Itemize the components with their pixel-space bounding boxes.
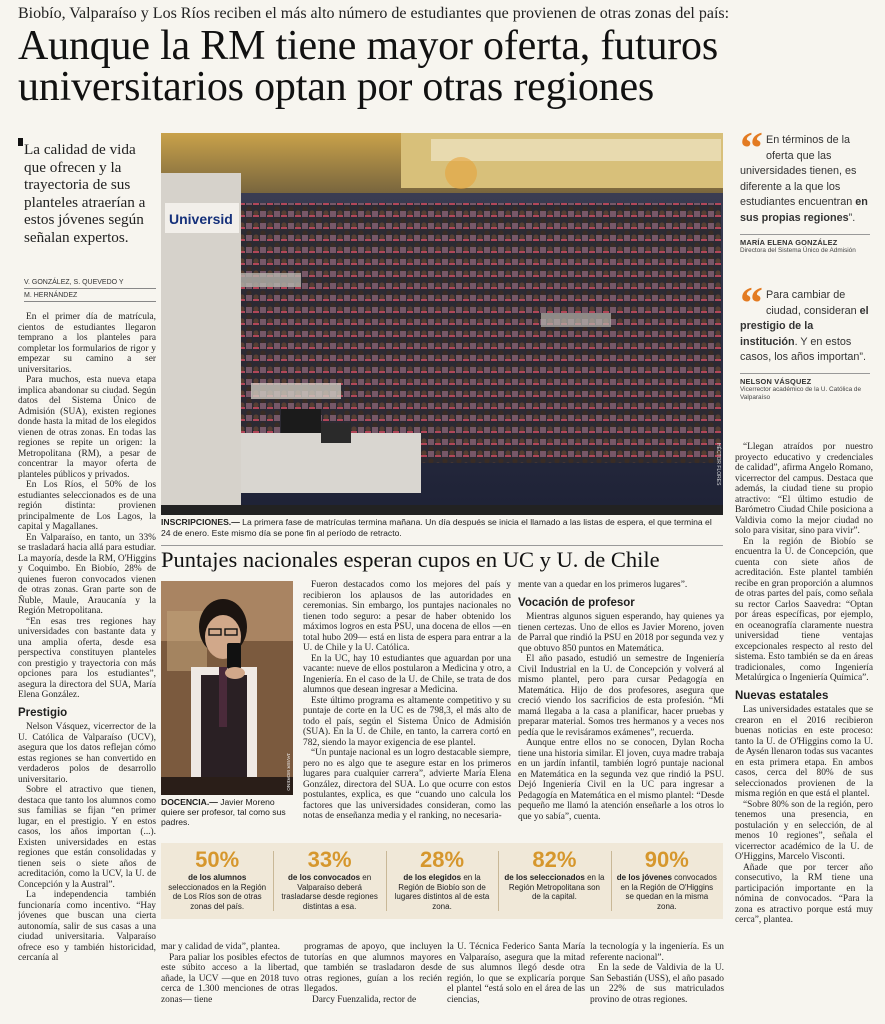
stat-percent: 50% <box>195 847 240 872</box>
stats-band <box>161 843 723 919</box>
paragraph: “Un puntaje nacional es un logro destacable siempre, pero no es algo que te asegure estar en los primeros lugares para cualquier carrera”, advierte María Elena González, directora del SUA. Lo que ocurre con estos postulantes, explica, es que “cuando uno calcula los factores que las universidades consideran, como las notas de enseñanza media y el ranking, no necesaria- <box>303 748 511 821</box>
stat-description <box>611 873 723 911</box>
stat-item <box>161 843 273 919</box>
quote-attribution-name: NELSON VÁSQUEZ <box>740 373 870 386</box>
paragraph: mar y calidad de vida”, plantea. <box>161 942 280 952</box>
paragraph: la U. Técnica Federico Santa María en Valparaíso, asegura que la mitad de sus alumnos llegó desde otra región, lo que se explicaría porque el plantel “está solo en el área de las ciencias, <box>447 942 585 1005</box>
byline <box>24 277 156 303</box>
left-column <box>18 312 156 1020</box>
paragraph: En Valparaíso, en tanto, un 33% se trasladará hacia allá para estudiar. La mayoría, desde la RM, O'Higgins y Coquimbo. En Biobío, 28% de quienes fueron convocados vienen de otras zonas. Gran parte son de Ñuble, Maule, Araucanía y la Región Metropolitana. <box>18 532 156 616</box>
caption-text: Javier Moreno quiere ser profesor, tal como sus padres. <box>161 797 286 827</box>
paragraph: Darcy Fuenzalida, rector de <box>312 994 417 1005</box>
kicker: Biobío, Valparaíso y Los Ríos reciben el más alto número de estudiantes que provienen de otras zonas del país: <box>18 5 730 22</box>
quote-part: En términos de la oferta que las universidades tienen, es diferente a la que los estudiantes encuentran <box>740 134 857 209</box>
byline-line-2: M. HERNÁNDEZ <box>24 290 156 302</box>
stat-emphasis: de los jóvenes <box>616 873 672 882</box>
paragraph: Nelson Vásquez, vicerrector de la U. Católica de Valparaíso (UCV), asegura que los datos reflejan cómo estas regiones se han convertido en verdaderos polos de desarrollo universitario. <box>18 722 156 785</box>
student-portrait <box>161 581 293 795</box>
quote-attribution-role: Directora del Sistema Único de Admisión <box>740 246 856 254</box>
stat-text: en la Región Metropolitana son de la capital. <box>508 873 605 902</box>
photo-credit: HÉCTOR FLORES <box>715 442 721 485</box>
bottom-column-3 <box>447 942 585 1022</box>
paragraph: En la sede de Valdivia de la U. San Sebastián (USS), el año pasado un 22% de sus matriculados provino de otras regiones. <box>590 963 724 1005</box>
paragraph: En el primer día de matrícula, cientos de estudiantes llegaron temprano a los planteles para completar los formularios de rigor y empezar su camino a ser universitarios. <box>18 312 156 375</box>
paragraph: programas de apoyo, que incluyen tutorías en que alumnos mayores que también se trasladaron desde otras regiones, guían a los recién llegados. <box>304 942 442 994</box>
stat-item <box>386 843 498 919</box>
stat-item <box>498 843 610 919</box>
enrollment-photo-image <box>161 133 723 515</box>
paragraph: “Llegan atraídos por nuestro proyecto educativo y credenciales de calidad”, afirma Angelo Romano, vicerrector del campus. Destaca que además, la ciudad tiene su propio atractivo: “El último estudio de Barómetro Ciudad Chile posiciona a Valdivia como la mejor ciudad no solo para visitar, sino para vivir”. <box>735 442 873 536</box>
vocacion-column <box>518 580 724 840</box>
stat-percent: 82% <box>532 847 577 872</box>
caption-text: La primera fase de matrículas termina mañana. Un día después se inicia el llamado a las listas de espera, el que termina el 24 de enero. Este mismo día se pone fin al período de retracto. <box>161 517 712 538</box>
venue-sign-text: Universid <box>169 211 233 227</box>
paragraph: Las universidades estatales que se crearon en el 2016 recibieron buenas noticias en este proceso: tanto la U. de O'Higgins como la U. de Aysén llenaron todas sus vacantes en esta primera etapa. En ambos casos, cerca del 80% de sus seleccionados provienen de la misma región en que está el plantel. <box>735 705 873 799</box>
caption-label: INSCRIPCIONES.— <box>161 517 240 527</box>
quote-mark-icon: “ <box>740 122 763 173</box>
paragraph: Para muchos, esta nueva etapa implica abandonar su ciudad. Según datos del Sistema Único de Admisión (SUA), existen regiones donde hasta la mitad de los elegidos vienen de otras zonas. En todas las regiones se repite un origen: la Metropolitana (RM), a pesar de concentrar la mayor oferta de planteles públicos y privados. <box>18 375 156 480</box>
pull-quote-2 <box>740 277 870 402</box>
headline-line-1: Aunque la RM tiene mayor oferta, futuros <box>18 23 718 69</box>
stat-description <box>498 873 610 902</box>
paragraph: El año pasado, estudió un semestre de Ingeniería Civil Industrial en la U. de Concepción y volverá al mismo plantel, pero para cursar Pedagogía en Matemática. Hijo de dos profesores, asegura que creció viendo los sacrificios de esta profesión. “Mi mamá llegaba a la casa a planificar, hacer pruebas y preparar material. Somos tres hermanos y a veces nos pedía que le revisáramos exámenes”, recuerda. <box>518 654 724 738</box>
stat-percent: 90% <box>644 847 689 872</box>
paragraph: mente van a quedar en los primeros lugares”. <box>518 580 688 590</box>
student-portrait-image <box>161 581 293 795</box>
quote-part: . Y en estos casos, los años importan”. <box>740 335 867 364</box>
paragraph: En la región de Biobío se encuentra la U. de Concepción, que cuenta con siete años de acreditación. Este plantel también recibe en gran proporción a alumnos de otras partes del país, como señala su rector Carlos Saavedra: “Optan por áreas específicas, por ejemplo, en oceanografía claramente nuestra universidad tiene ventajas excepcionales respecto al resto del sistema. Esto también se da en áreas tradicionales, como Ingeniería Metalúrgica o Ingeniería Química”. <box>735 536 873 683</box>
paragraph: Aunque entre ellos no se conocen, Dylan Rocha tiene una historia similar. El joven, cuya madre trabaja en un jardín infantil, también logró puntaje nacional en Matemática en la segunda vez que rindió la PSU. Dejó Ingeniería Civil en la UC para ingresar a Pedagogía en Matemática en el mismo plantel: “Desde pequeño me llamó la atención enseñarle a los otros lo que yo sabía”, cuenta. <box>518 738 724 822</box>
paragraph: Este último programa es altamente competitivo y su puntaje de corte en la UC es de 798,3, el más alto de todo el país, según el Sistema Único de Admisión (SUA). En la U. de Chile, en tanto, la carrera cortó en 782, siendo la mayor exigencia de ese plantel. <box>303 695 511 748</box>
caption-label: DOCENCIA.— <box>161 797 218 807</box>
paragraph: Añade que por tercer año consecutivo, la RM tiene una participación importante en la nómina de convocados. “Para la zona es atractivo porque está muy cerca”, plantea. <box>735 862 873 925</box>
stat-emphasis: de los alumnos <box>188 873 247 882</box>
paragraph: la tecnología y la ingeniería. Es un referente nacional”. <box>590 942 724 963</box>
stat-emphasis: de los convocados <box>288 873 361 882</box>
paragraph: En la UC, hay 10 estudiantes que aguardan por una vacante: nueve de ellos postularon a Medicina y otro, a Ingeniería. En el caso de la U. de Chile, se trata de dos alumnos que desean ingresar a Medicina. <box>303 653 511 695</box>
photo-caption <box>161 517 723 538</box>
stat-percent: 33% <box>307 847 352 872</box>
stat-description <box>386 873 498 911</box>
paragraph: “En esas tres regiones hay universidades con bastante data y una amplia oferta, desde esa perspectiva constituyen planteles con prestigio y trayectoria con más opciones para los estudiantes”, asegura la directora del SUA, María Elena González. <box>18 616 156 700</box>
quote-part: Para cambiar de ciudad, consideran <box>766 289 860 317</box>
stat-text: convocados en la Región de O'Higgins se quedan en la misma zona. <box>620 873 717 911</box>
stat-item <box>273 843 385 919</box>
paragraph: Mientras algunos siguen esperando, hay quienes ya tienen certezas. Uno de ellos es Javier Moreno, joven de Parral que rindió la PSU en 2018 por segunda vez y que obtuvo 850 puntos en Matemática. <box>518 612 724 654</box>
stat-text: seleccionados en la Región de Los Ríos son de otras zonas del país. <box>168 882 267 911</box>
lead-marker <box>18 138 23 146</box>
enrollment-photo <box>161 133 723 515</box>
paragraph: Fueron destacados como los mejores del país y recibieron los aplausos de las autoridades en ceremonias. Sin embargo, los puntajes nacionales no tienen todo seguro: a pesar de haber obtenido los máximos logros en esta PSU, una docena de ellos —en total hubo 209— está en lista de espera para entrar a la U. de Chile y la U. Católica. <box>303 580 511 653</box>
byline-line-1: V. GONZÁLEZ, S. QUEVEDO Y <box>24 277 156 289</box>
subheading-nuevas-estatales: Nuevas estatales <box>735 689 829 702</box>
section-title: Puntajes nacionales esperan cupos en UC y U. de Chile <box>161 545 723 573</box>
subheading-vocacion: Vocación de profesor <box>518 596 635 609</box>
stat-item <box>611 843 723 919</box>
stat-percent: 28% <box>419 847 465 872</box>
stat-emphasis: de los elegidos <box>403 873 462 882</box>
headline-line-2: universitarios optan por otras regiones <box>18 64 655 110</box>
subheading-prestigio: Prestigio <box>18 706 68 719</box>
stat-text: en Valparaíso deberá trasladarse desde regiones distintas a esa. <box>281 873 378 911</box>
stat-emphasis: de los seleccionados <box>504 873 585 882</box>
stat-description <box>273 873 385 911</box>
quote-emphasis: en sus propias regiones <box>740 196 868 224</box>
bottom-column-1 <box>161 942 299 1022</box>
stat-text: en la Región de Biobío son de lugares distintos al de esta zona. <box>394 873 490 911</box>
quote-emphasis: el prestigio de la institución <box>740 304 869 348</box>
paragraph: La independencia también funcionaría como incentivo. “Hay jóvenes que buscan una cierta autonomía, salir de sus casas a una ciudad universitaria. Valparaíso ofrece eso y también historicidad, cercanía al <box>18 890 156 963</box>
quote-attribution-role: Vicerrector académico de la U. Católica de Valparaíso <box>740 385 862 401</box>
headline <box>18 23 878 110</box>
paragraph: En Los Ríos, el 50% de los estudiantes seleccionados es de una región distinta: provienen principalmente de Los Lagos, la capital y Magallanes. <box>18 480 156 532</box>
stat-description <box>161 873 273 911</box>
quote-attribution-name: MARÍA ELENA GONZÁLEZ <box>740 234 870 247</box>
paragraph: Para paliar los posibles efectos de este súbito acceso a la libertad, añade, la UCV —que en 2018 tuvo cerca de 1.300 menciones de otras zonas— tiene <box>161 952 299 1005</box>
right-column <box>735 442 873 1020</box>
portrait-caption <box>161 797 293 827</box>
paragraph: Sobre el atractivo que tienen, destaca que tanto los alumnos como sus familias se fijan “en primer lugar, en el prestigio. Y en estos casos, los años importan (...). Existen universidades en estas regiones que están consolidadas y tienen seis o siete años de acreditación, como la UCV, la U. de Concepción y la Austral”. <box>18 785 156 890</box>
quote-part: ”. <box>848 211 856 224</box>
bottom-column-2 <box>304 942 442 1022</box>
lead-summary: La calidad de vida que ofrecen y la trayectoria de sus planteles atraerían a estos jóvenes según señalan expertos. <box>24 141 146 246</box>
portrait-credit: JAVIER MORENO <box>286 753 291 791</box>
middle-column <box>303 580 511 840</box>
quote-mark-icon: “ <box>740 277 763 328</box>
bottom-column-4 <box>590 942 724 1022</box>
pull-quote-1 <box>740 122 870 255</box>
paragraph: “Sobre 80% son de la región, pero tenemos una presencia, en postulación y en selección, de al menos 10 regiones”, señala el vicerrector académico de la U. de O'Higgins, Marcelo Visconti. <box>735 799 873 862</box>
